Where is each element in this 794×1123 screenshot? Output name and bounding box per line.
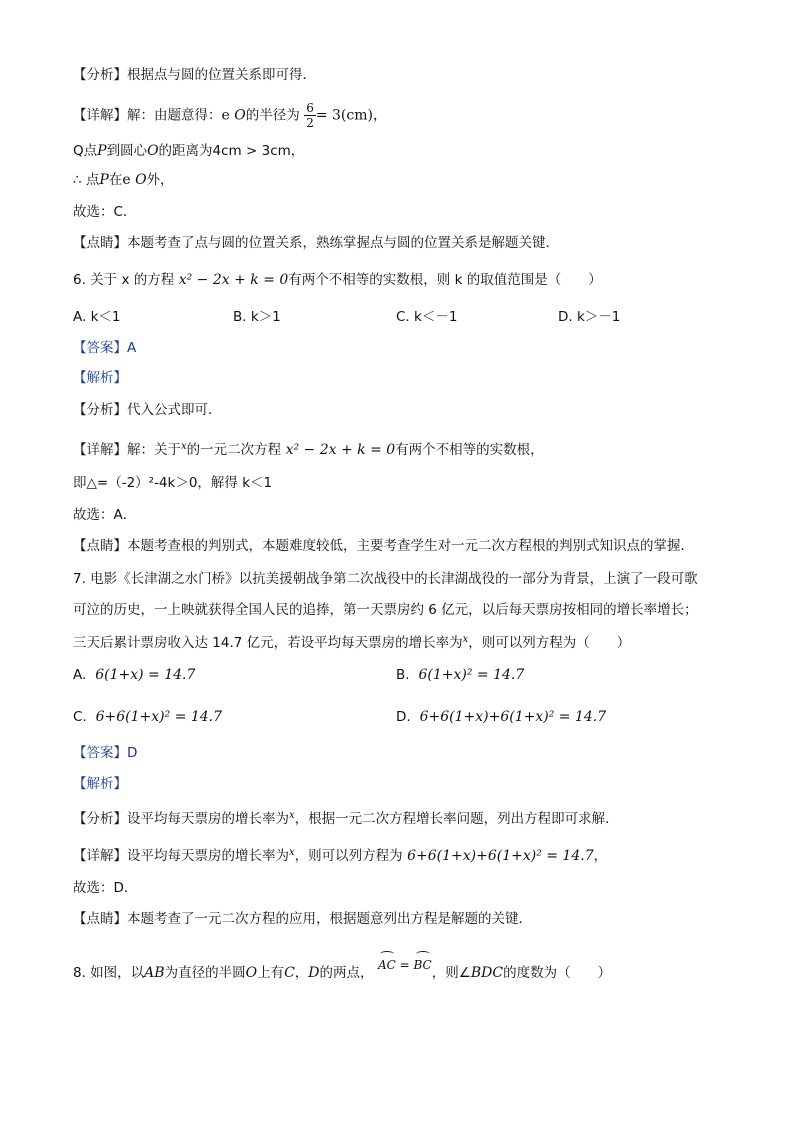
q8-stem-end: 的度数为（ ） — [503, 965, 612, 981]
q5-because-mid: 到圆心 — [106, 143, 148, 159]
q7-detail-pre: 【详解】设平均每天票房的增长率为 — [73, 848, 289, 864]
q8-arc-equation — [378, 955, 432, 975]
q5-analysis: 【分析】根据点与圆的位置关系即可得． — [73, 67, 316, 83]
q5-therefore: ∴ 点 — [73, 172, 100, 188]
q7-detail — [73, 843, 607, 866]
q8-stem — [73, 955, 611, 983]
q8-stem-pre: 8. 如图，以 — [73, 965, 145, 981]
q8-stem-mid2: 上有 — [257, 965, 285, 981]
q7-analysis-post: ，根据一元二次方程增长率问题，列出方程即可求解． — [294, 811, 619, 827]
q7-stem-l3-post: ，则可以列方程为（ ） — [468, 635, 631, 651]
q5-therefore-end: 外， — [146, 172, 174, 188]
q5-therefore-mid: 在 — [108, 172, 123, 188]
q6-option-a: A. k＜1 — [73, 309, 121, 325]
q8-stem-sep: ， — [294, 965, 309, 981]
q7-detail-x: x — [289, 847, 295, 858]
q6-stem-post: 有两个不相等的实数根，则 k 的取值范围是（ ） — [288, 272, 602, 288]
q7-stem-x: x — [462, 634, 469, 645]
q8-AB: AB — [144, 965, 165, 981]
q5-detail-mid: 的半径为 — [245, 107, 300, 124]
q8-BDC: BDC — [470, 965, 504, 981]
q5-frac-den: 2 — [306, 116, 314, 130]
q7-option-b — [396, 665, 524, 685]
q7-option-d-label: D. — [396, 709, 411, 725]
q5-because-prefix: Q点 — [73, 143, 98, 159]
q6-choice: 故选：A． — [73, 507, 137, 523]
q7-option-b-label: B. — [396, 667, 410, 683]
q7-stem-l3-pre: 三天后累计票房收入达 14.7 亿元，若设平均每天票房的增长率为 — [73, 635, 463, 651]
q7-option-a-label: A. — [73, 667, 87, 683]
q6-detail-x: x — [181, 441, 187, 452]
q7-stem-line-2: 可泣的历史，一上映就获得全国人民的追捧，第一天票房约 6 亿元，以后每天票房按相同的增长率增长； — [73, 602, 698, 618]
q5-because-line — [73, 141, 304, 161]
q8-stem-mid3: 的两点， — [319, 965, 374, 981]
q5-because-end: 的距离为4cm > 3cm， — [158, 143, 305, 159]
q7-option-d — [396, 707, 606, 727]
q7-option-b-equation: 6(1+x)² = 14.7 — [418, 667, 525, 683]
q5-detail-val: = 3(cm)， — [315, 107, 387, 124]
q7-option-d-equation: 6+6(1+x)+6(1+x)² = 14.7 — [419, 709, 607, 725]
q8-C: C — [284, 965, 295, 981]
q6-option-b: B. k＞1 — [233, 309, 281, 325]
q7-analysis-x: x — [289, 810, 295, 821]
q5-therefore-e: e — [122, 172, 131, 188]
q7-analysis-pre: 【分析】设平均每天票房的增长率为 — [73, 811, 289, 827]
q8-stem-mid1: 为直径的半圆 — [164, 965, 246, 981]
q5-comment: 【点睛】本题考查了点与圆的位置关系，熟练掌握点与圆的位置关系是解题关键． — [73, 235, 559, 251]
q7-answer: 【答案】D — [73, 745, 138, 761]
q7-stem-line-3 — [73, 630, 630, 653]
q6-jiexi: 【解析】 — [73, 370, 127, 386]
q8-O: O — [245, 965, 258, 981]
q6-answer: 【答案】A — [73, 340, 137, 356]
q5-detail-prefix: 【详解】解：由题意得： — [73, 107, 222, 124]
q5-center-O: O — [147, 143, 159, 159]
q6-stem — [73, 270, 602, 290]
q8-arc-eq: = — [395, 958, 414, 972]
q8-arc-AC: AC — [378, 955, 396, 975]
q8-arc-BC: BC — [414, 955, 432, 975]
q6-stem-pre: 6. 关于 x 的方程 — [73, 272, 175, 288]
q5-point-P: P — [97, 143, 107, 159]
q8-stem-mid4: ，则∠ — [431, 965, 471, 981]
q5-circle-O: O — [234, 107, 246, 124]
q6-detail-post: 有两个不相等的实数根， — [395, 442, 544, 458]
q5-therefore-P: P — [99, 172, 109, 188]
q5-circle-symbol: e — [221, 107, 230, 124]
q5-frac-num: 6 — [306, 101, 314, 115]
q5-fraction — [304, 101, 316, 130]
q7-option-c-equation: 6+6(1+x)² = 14.7 — [95, 709, 223, 725]
q6-comment: 【点睛】本题考查根的判别式，本题难度较低，主要考查学生对一元二次方程根的判别式知识点的掌握． — [73, 538, 694, 554]
q6-analysis: 【分析】代入公式即可． — [73, 402, 222, 418]
q7-option-a — [73, 665, 195, 685]
q6-detail — [73, 437, 544, 460]
q7-jiexi: 【解析】 — [73, 776, 127, 792]
q6-delta: 即△=（-2）²-4k＞0，解得 k＜1 — [73, 475, 273, 491]
q7-option-c — [73, 707, 222, 727]
q5-therefore-line — [73, 170, 174, 190]
q7-comment: 【点睛】本题考查了一元二次方程的应用，根据题意列出方程是解题的关键． — [73, 911, 532, 927]
q7-analysis — [73, 806, 619, 829]
q7-detail-mid: ，则可以列方程为 — [294, 848, 403, 864]
q7-option-a-equation: 6(1+x) = 14.7 — [95, 667, 196, 683]
q6-stem-equation: x² − 2x + k = 0 — [178, 272, 289, 288]
q6-detail-equation: x² − 2x + k = 0 — [285, 442, 396, 458]
q6-detail-pre: 【详解】解：关于 — [73, 442, 181, 458]
q7-stem-line-1: 7. 电影《长津湖之水门桥》以抗美援朝战争第二次战役中的长津湖战役的一部分为背景，上演了一段可歌 — [73, 571, 698, 587]
q6-detail-mid: 的一元二次方程 — [186, 442, 282, 458]
q7-option-c-label: C. — [73, 709, 87, 725]
q7-detail-end: ， — [593, 848, 608, 864]
q5-therefore-O: O — [135, 172, 147, 188]
q6-option-c: C. k＜－1 — [396, 309, 458, 325]
q5-choice: 故选：C． — [73, 204, 137, 220]
q7-detail-equation: 6+6(1+x)+6(1+x)² = 14.7 — [407, 848, 594, 864]
q6-option-d: D. k＞－1 — [558, 309, 621, 325]
q5-detail-line — [73, 101, 387, 130]
q7-choice: 故选：D． — [73, 880, 138, 896]
q8-D: D — [308, 965, 320, 981]
